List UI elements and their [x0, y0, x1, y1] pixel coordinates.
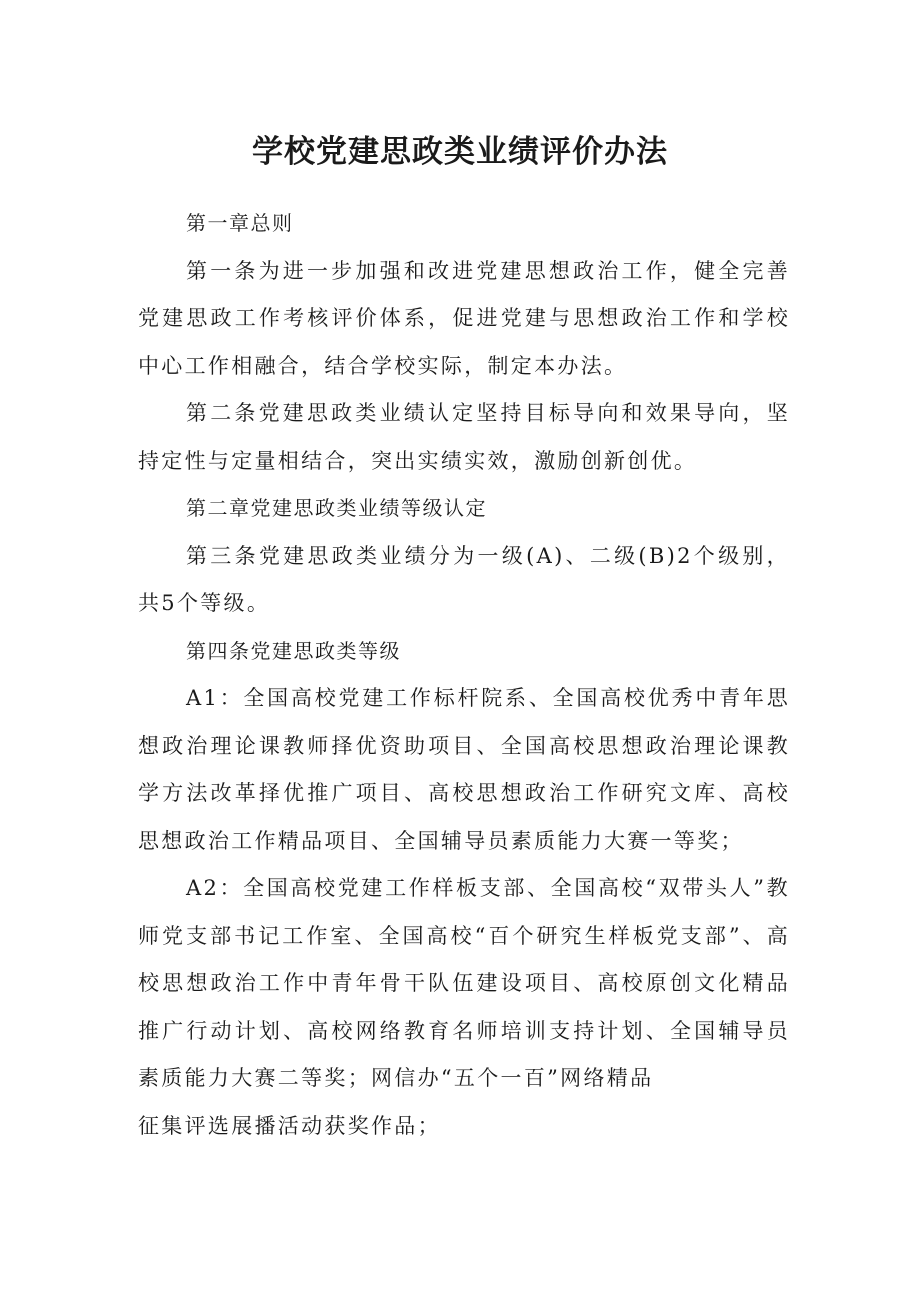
paragraph: 第一条为进一步加强和改进党建思想政治工作，健全完善党建思政工作考核评价体系，促进党建与思想政治工作和学校中心工作相融合，结合学校实际，制定本办法。 — [138, 258, 790, 378]
paragraph: A2：全国高校党建工作样板支部、全国高校“双带头人”教师党支部书记工作室、全国高校“百个研究生样板党支部”、高校思想政治工作中青年骨干队伍建设项目、高校原创文化精品推广行动计划、高校网络教育名师培训支持计划、全国辅导员素质能力大赛二等奖；网信办“五个一百”网络精品 — [138, 876, 790, 1090]
paragraph: 第二条党建思政类业绩认定坚持目标导向和效果导向，坚持定性与定量相结合，突出实绩实效，激励创新创优。 — [138, 401, 790, 473]
paragraph: 第三条党建思政类业绩分为一级(A)、二级(B)2个级别，共5个等级。 — [138, 543, 790, 615]
document-body — [138, 200, 790, 1150]
document-title: 学校党建思政类业绩评价办法 — [252, 134, 668, 170]
paragraph-continuation: 征集评选展播活动获奖作品； — [138, 1113, 441, 1138]
article-heading: 第四条党建思政类等级 — [186, 638, 401, 663]
chapter-heading: 第二章党建思政类业绩等级认定 — [186, 496, 487, 520]
paragraph: A1：全国高校党建工作标杆院系、全国高校优秀中青年思想政治理论课教师择优资助项目、全国高校思想政治理论课教学方法改革择优推广项目、高校思想政治工作研究文库、高校思想政治工作精品项目、全国辅导员素质能力大赛一等奖； — [138, 686, 790, 853]
chapter-heading: 第一章总则 — [186, 211, 294, 235]
